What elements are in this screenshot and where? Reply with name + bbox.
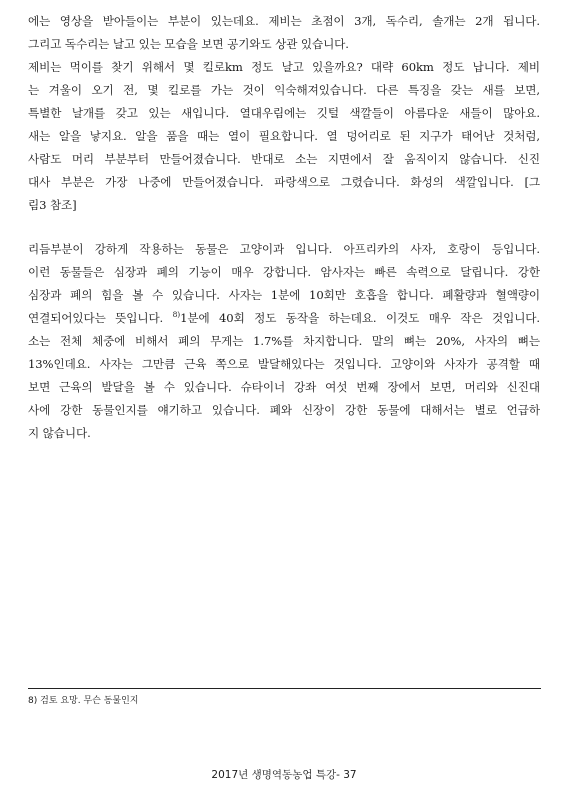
text-line: 제비는 먹이를 찾기 위해서 몇 킬로km 정도 날고 있을까요? 대략 60km 정도 납니다. 제비 bbox=[28, 60, 540, 74]
footnote-reference[interactable]: 8) bbox=[172, 310, 181, 319]
text-line: 리듬부분이 강하게 작용하는 동물은 고양이과 입니다. 아프리카의 사자, 호랑이 등입니다. bbox=[28, 242, 540, 256]
paragraph-birds bbox=[28, 10, 540, 217]
text-line: 13%인데요. 사자는 그만큼 근육 쪽으로 발달해있다는 것입니다. 고양이와 사자가 공격할 때 bbox=[28, 357, 540, 371]
text-line: 에는 영상을 받아들이는 부분이 있는데요. 제비는 초점이 3개, 독수리, 솔개는 2개 됩니다. bbox=[28, 14, 540, 28]
footnote-text: 8) 검토 요망. 무슨 동물인지 bbox=[28, 696, 139, 706]
text-line-with-footnote-ref bbox=[28, 307, 540, 330]
text-line: 새는 알을 낳지요. 알을 품을 때는 열이 필요합니다. 열 덩어리로 된 지구가 태어난 것처럼, bbox=[28, 129, 540, 143]
text-line: 사에 강한 동물인지를 얘기하고 있습니다. 폐와 신장이 강한 동물에 대해서는 별로 언급하 bbox=[28, 403, 540, 417]
text-line: 그리고 독수리는 날고 있는 모습을 보면 공기와도 상관 있습니다. bbox=[28, 37, 349, 51]
text-line: 지 않습니다. bbox=[28, 426, 91, 440]
page-footer: 2017년 생명역동농업 특강- 37 bbox=[211, 769, 357, 781]
text-segment: 1분에 40회 정도 동작을 하는데요. 이것도 매우 작은 것입니다. bbox=[180, 311, 540, 325]
text-line: 대사 부분은 가장 나중에 만들어졌습니다. 파랑색으로 그렸습니다. 화성의 색깔입니다. [그 bbox=[28, 175, 540, 189]
text-line: 특별한 날개를 갖고 있는 새입니다. 열대우림에는 깃털 색깔들이 아름다운 새들이 많아요. bbox=[28, 106, 540, 120]
paragraph-rhythm-animals bbox=[28, 238, 540, 445]
footnote-separator bbox=[28, 688, 541, 689]
text-line: 보면 근육의 발달을 볼 수 있습니다. 슈타이너 강좌 여섯 번째 장에서 보면, 머리와 신진대 bbox=[28, 380, 540, 394]
text-line: 림3 참조] bbox=[28, 198, 77, 212]
text-line: 소는 전체 체중에 비해서 폐의 무게는 1.7%를 차지합니다. 말의 뼈는 20%, 사자의 뼈는 bbox=[28, 334, 540, 348]
text-line: 는 겨울이 오기 전, 몇 킬로를 가는 것이 익숙해져있습니다. 다른 특징을 갖는 새를 보면, bbox=[28, 83, 540, 97]
text-line: 사람도 머리 부분부터 만들어졌습니다. 반대로 소는 지면에서 잘 움직이지 않습니다. 신진 bbox=[28, 152, 540, 166]
text-line: 이런 동물들은 심장과 폐의 기능이 매우 강합니다. 암사자는 빠른 속력으로 달립니다. 강한 bbox=[28, 265, 540, 279]
text-line: 심장과 폐의 힘을 볼 수 있습니다. 사자는 1분에 10회만 호흡을 합니다. 폐활량과 혈액량이 bbox=[28, 288, 540, 302]
text-segment: 연결되어있다는 뜻입니다. bbox=[28, 311, 173, 325]
